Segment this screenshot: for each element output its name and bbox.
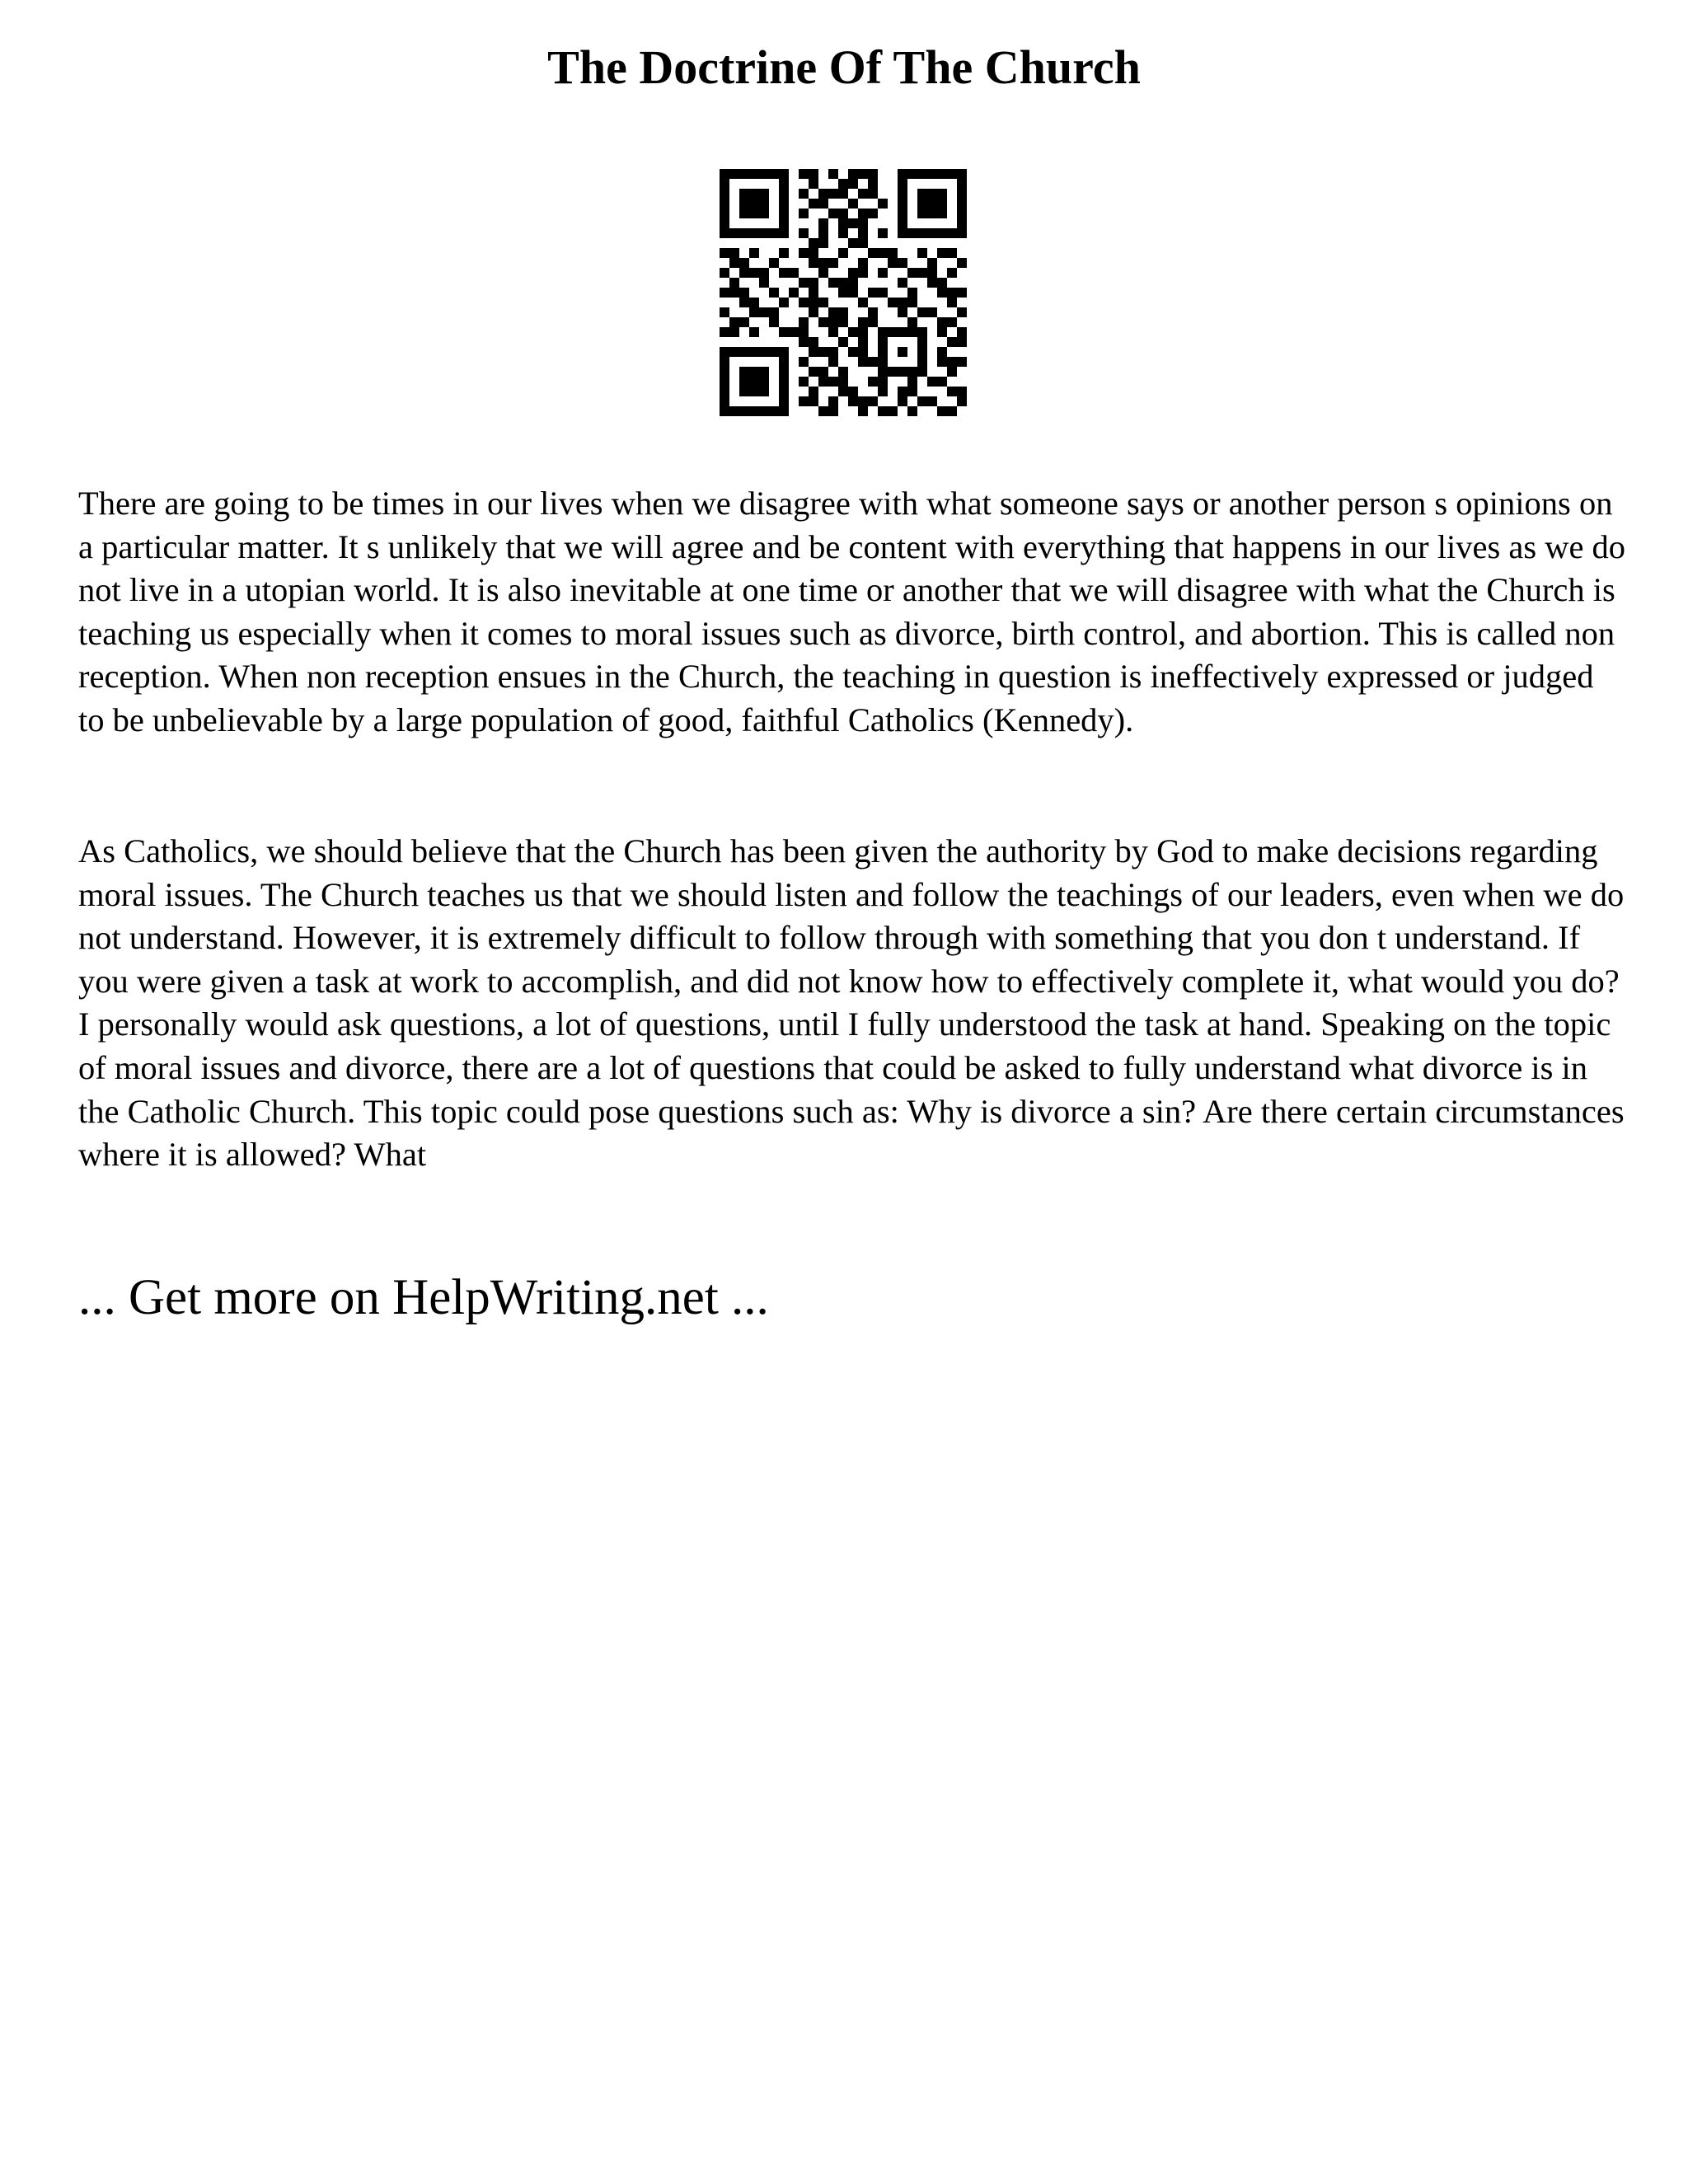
qr-code-icon xyxy=(720,169,967,416)
page-title: The Doctrine Of The Church xyxy=(547,40,1141,94)
get-more-link[interactable]: ... Get more on HelpWriting.net ... xyxy=(78,1270,769,1325)
body-paragraph-1: There are going to be times in our lives when we disagree with what someone says or another person s opinions on a particular matter. It s unlikely that we will agree and be content with everything that happens in our lives as we do not live in a utopian world. It is also inevitable at one time or another that we will disagree with what the Church is teaching us especially when it comes to moral issues such as divorce, birth control, and abortion. This is called non reception. When non reception ensues in the Church, the teaching in question is ineffectively expressed or judged to be unbelievable by a large population of good, faithful Catholics (Kennedy). xyxy=(78,485,1626,738)
body-paragraph-2: As Catholics, we should believe that the Church has been given the authority by God to make decisions regarding moral issues. The Church teaches us that we should listen and follow the teachings of our leaders, even when we do not understand. However, it is extremely difficult to follow through with something that you don t understand. If you were given a task at work to accomplish, and did not know how to effectively complete it, what would you do? I personally would ask questions, a lot of questions, until I fully understood the task at hand. Speaking on the topic of moral issues and divorce, there are a lot of questions that could be asked to fully understand what divorce is in the Catholic Church. This topic could pose questions such as: Why is divorce a sin? Are there certain circumstances where it is allowed? What xyxy=(78,832,1625,1174)
